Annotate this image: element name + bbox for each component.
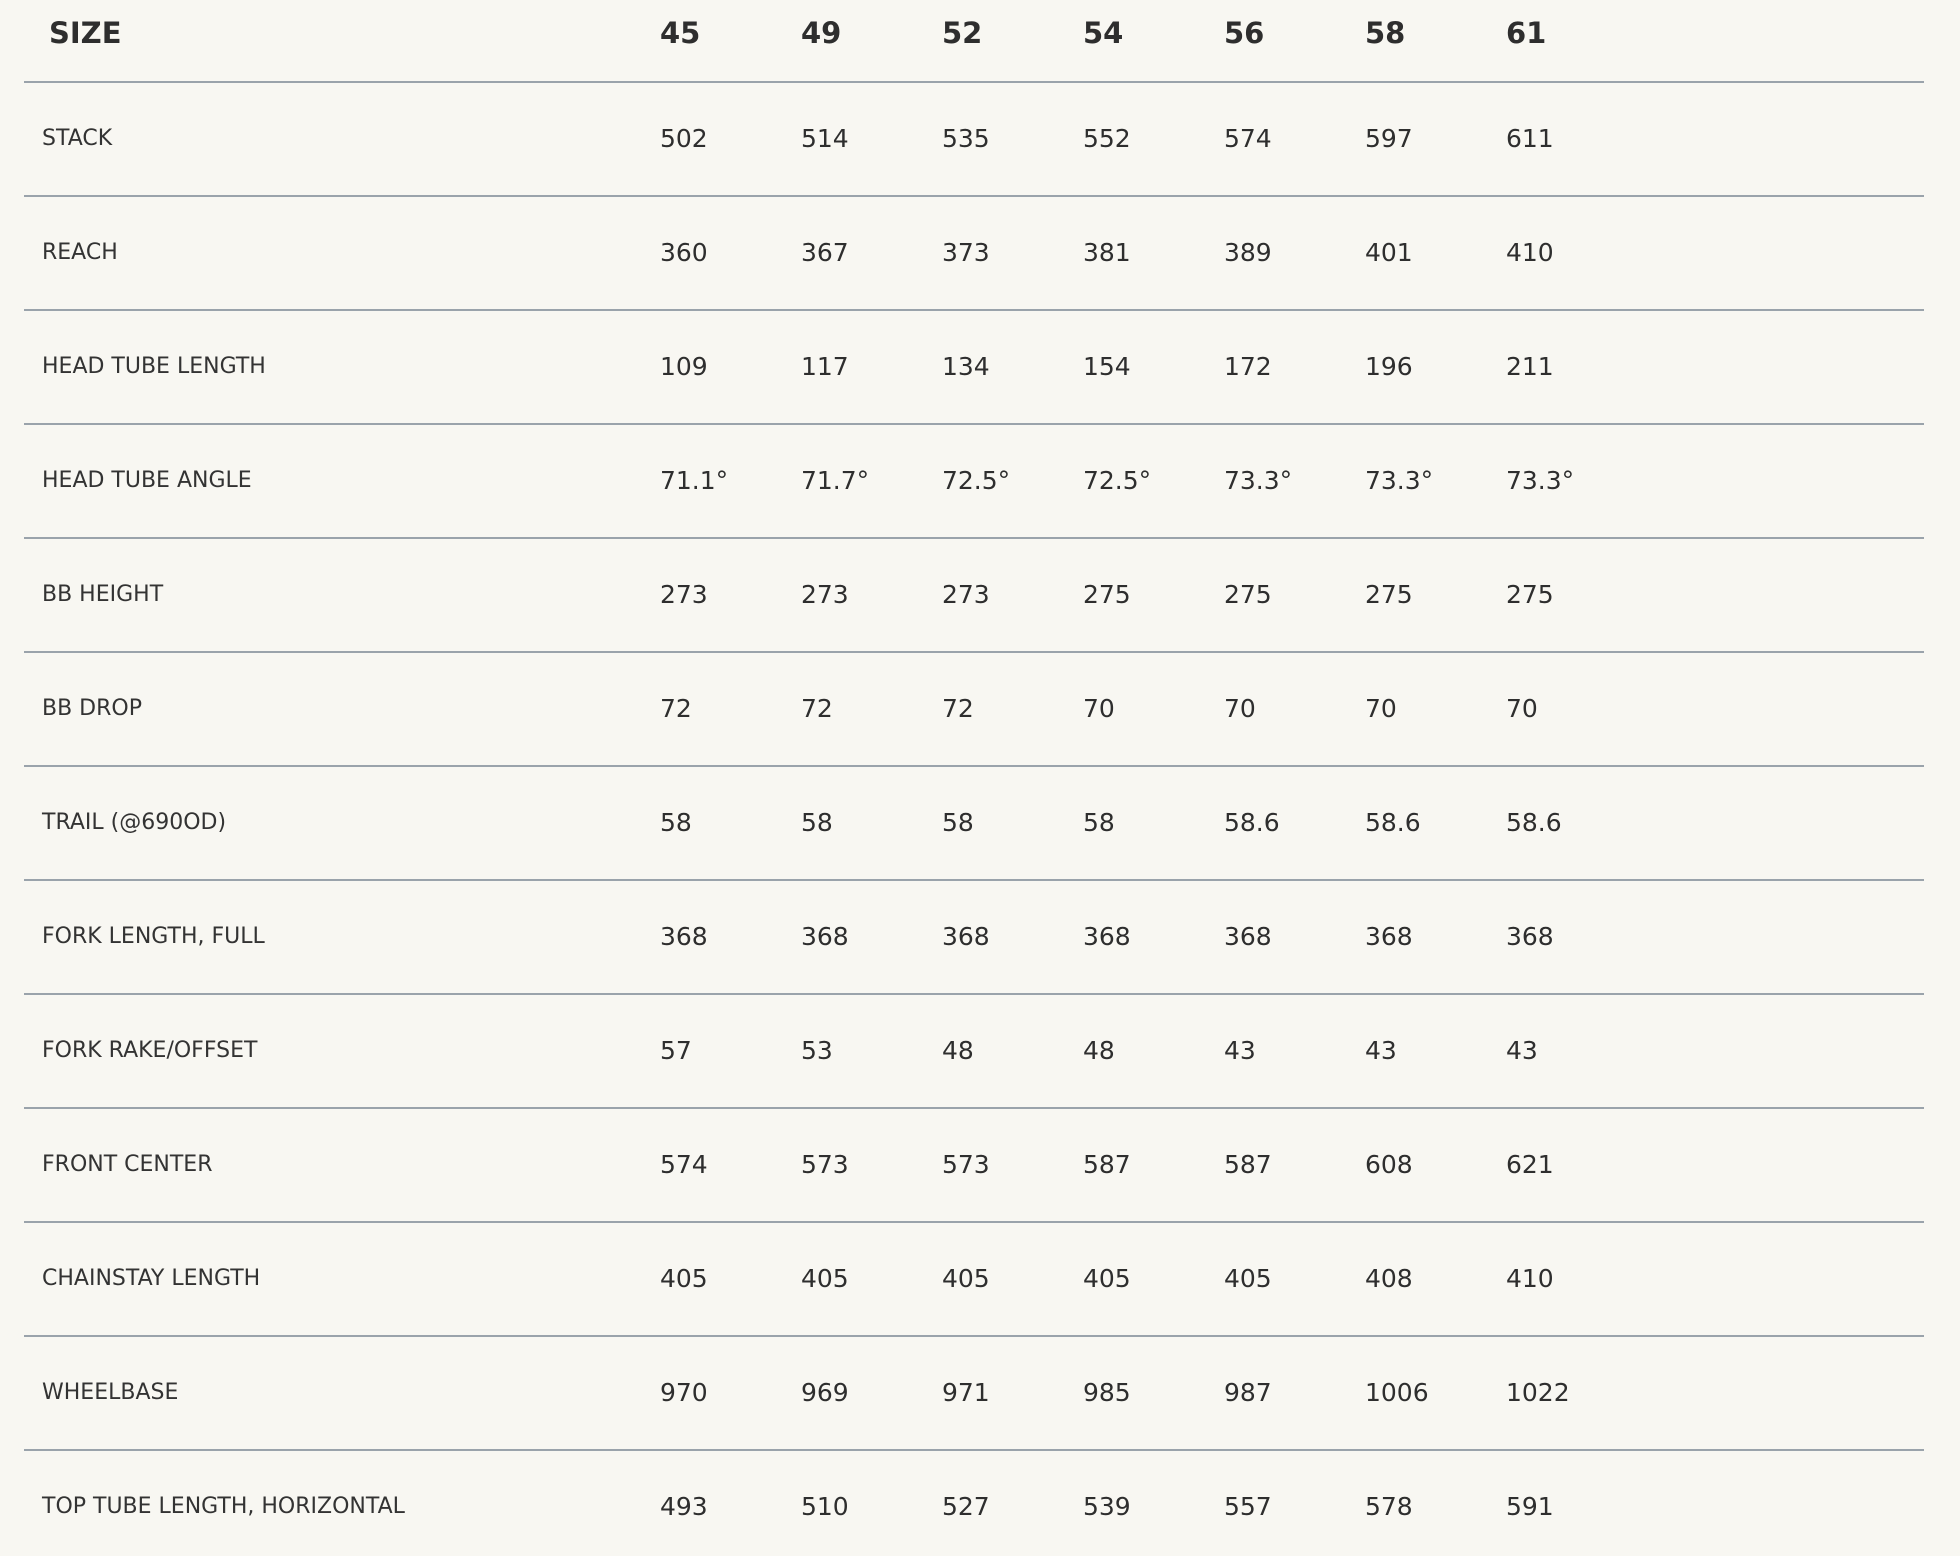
row-label: WHEELBASE	[42, 1380, 179, 1405]
row-label: REACH	[42, 240, 118, 265]
table-cell: 410	[1506, 238, 1554, 267]
row-label: CHAINSTAY LENGTH	[42, 1266, 261, 1291]
table-cell: 1022	[1506, 1378, 1570, 1407]
table-cell: 360	[660, 238, 708, 267]
table-cell: 172	[1224, 352, 1272, 381]
table-cell: 368	[1506, 922, 1554, 951]
table-cell: 275	[1083, 580, 1131, 609]
table-cell: 70	[1224, 694, 1256, 723]
table-cell: 574	[1224, 124, 1272, 153]
table-cell: 510	[801, 1492, 849, 1521]
row-label: TRAIL (@690OD)	[42, 810, 227, 835]
table-cell: 71.7°	[801, 466, 870, 495]
table-row-reach	[24, 197, 1924, 311]
table-cell: 273	[801, 580, 849, 609]
table-cell: 368	[1224, 922, 1272, 951]
table-row-bb-drop	[24, 653, 1924, 767]
table-row-fork-rake	[24, 995, 1924, 1109]
table-cell: 373	[942, 238, 990, 267]
table-cell: 368	[1083, 922, 1131, 951]
table-cell: 273	[660, 580, 708, 609]
row-label: BB DROP	[42, 696, 142, 721]
table-cell: 58	[660, 808, 692, 837]
table-cell: 72	[801, 694, 833, 723]
table-cell: 985	[1083, 1378, 1131, 1407]
table-cell: 70	[1365, 694, 1397, 723]
table-cell: 410	[1506, 1264, 1554, 1293]
table-cell: 71.1°	[660, 466, 729, 495]
table-cell: 514	[801, 124, 849, 153]
header-size-54: 54	[1083, 16, 1124, 50]
table-cell: 43	[1506, 1036, 1538, 1065]
table-cell: 557	[1224, 1492, 1272, 1521]
table-cell: 275	[1365, 580, 1413, 609]
table-cell: 72.5°	[1083, 466, 1152, 495]
table-cell: 1006	[1365, 1378, 1429, 1407]
table-row-stack	[24, 83, 1924, 197]
table-cell: 578	[1365, 1492, 1413, 1521]
table-row-trail	[24, 767, 1924, 881]
table-row-head-tube-angle	[24, 425, 1924, 539]
table-cell: 72	[660, 694, 692, 723]
table-cell: 591	[1506, 1492, 1554, 1521]
table-cell: 405	[801, 1264, 849, 1293]
table-cell: 73.3°	[1365, 466, 1434, 495]
header-size-49: 49	[801, 16, 842, 50]
table-cell: 405	[1083, 1264, 1131, 1293]
table-cell: 58	[942, 808, 974, 837]
table-row-bb-height	[24, 539, 1924, 653]
table-cell: 408	[1365, 1264, 1413, 1293]
table-cell: 72	[942, 694, 974, 723]
table-cell: 134	[942, 352, 990, 381]
geometry-table	[24, 0, 1924, 1556]
table-cell: 608	[1365, 1150, 1413, 1179]
table-cell: 573	[942, 1150, 990, 1179]
header-size-61: 61	[1506, 16, 1547, 50]
row-label: FRONT CENTER	[42, 1152, 213, 1177]
table-cell: 368	[942, 922, 990, 951]
table-row-head-tube-length	[24, 311, 1924, 425]
header-size-45: 45	[660, 16, 701, 50]
table-cell: 587	[1083, 1150, 1131, 1179]
table-cell: 196	[1365, 352, 1413, 381]
table-row-fork-length	[24, 881, 1924, 995]
table-row-top-tube-length	[24, 1451, 1924, 1556]
table-cell: 527	[942, 1492, 990, 1521]
table-cell: 969	[801, 1378, 849, 1407]
table-cell: 621	[1506, 1150, 1554, 1179]
table-row-chainstay-length	[24, 1223, 1924, 1337]
table-cell: 58	[801, 808, 833, 837]
header-size-52: 52	[942, 16, 983, 50]
table-cell: 574	[660, 1150, 708, 1179]
table-cell: 573	[801, 1150, 849, 1179]
table-cell: 58.6	[1224, 808, 1280, 837]
table-cell: 58	[1083, 808, 1115, 837]
table-cell: 552	[1083, 124, 1131, 153]
table-cell: 117	[801, 352, 849, 381]
table-cell: 539	[1083, 1492, 1131, 1521]
header-size-56: 56	[1224, 16, 1265, 50]
table-cell: 405	[660, 1264, 708, 1293]
table-cell: 275	[1224, 580, 1272, 609]
table-header-row	[24, 0, 1924, 83]
table-cell: 368	[801, 922, 849, 951]
table-row-front-center	[24, 1109, 1924, 1223]
table-cell: 381	[1083, 238, 1131, 267]
table-cell: 970	[660, 1378, 708, 1407]
table-cell: 48	[1083, 1036, 1115, 1065]
table-cell: 405	[942, 1264, 990, 1293]
row-label: HEAD TUBE ANGLE	[42, 468, 252, 493]
row-label: TOP TUBE LENGTH, HORIZONTAL	[42, 1494, 405, 1519]
table-cell: 58.6	[1506, 808, 1562, 837]
table-cell: 43	[1365, 1036, 1397, 1065]
table-cell: 211	[1506, 352, 1554, 381]
row-label: FORK RAKE/OFFSET	[42, 1038, 258, 1063]
table-cell: 53	[801, 1036, 833, 1065]
table-cell: 987	[1224, 1378, 1272, 1407]
table-cell: 405	[1224, 1264, 1272, 1293]
table-cell: 70	[1506, 694, 1538, 723]
table-cell: 367	[801, 238, 849, 267]
table-cell: 597	[1365, 124, 1413, 153]
header-size-58: 58	[1365, 16, 1406, 50]
table-cell: 368	[1365, 922, 1413, 951]
table-cell: 109	[660, 352, 708, 381]
table-cell: 73.3°	[1506, 466, 1575, 495]
table-row-wheelbase	[24, 1337, 1924, 1451]
table-cell: 971	[942, 1378, 990, 1407]
table-cell: 368	[660, 922, 708, 951]
table-cell: 48	[942, 1036, 974, 1065]
row-label: HEAD TUBE LENGTH	[42, 354, 266, 379]
table-cell: 401	[1365, 238, 1413, 267]
table-cell: 493	[660, 1492, 708, 1521]
table-cell: 587	[1224, 1150, 1272, 1179]
table-cell: 611	[1506, 124, 1554, 153]
table-cell: 58.6	[1365, 808, 1421, 837]
table-cell: 73.3°	[1224, 466, 1293, 495]
table-cell: 72.5°	[942, 466, 1011, 495]
table-cell: 502	[660, 124, 708, 153]
row-label: BB HEIGHT	[42, 582, 164, 607]
table-cell: 70	[1083, 694, 1115, 723]
table-cell: 43	[1224, 1036, 1256, 1065]
row-label: FORK LENGTH, FULL	[42, 924, 265, 949]
table-cell: 389	[1224, 238, 1272, 267]
row-label: STACK	[42, 126, 113, 151]
table-cell: 535	[942, 124, 990, 153]
table-cell: 273	[942, 580, 990, 609]
table-cell: 275	[1506, 580, 1554, 609]
table-cell: 154	[1083, 352, 1131, 381]
header-size-label: SIZE	[49, 16, 122, 50]
table-cell: 57	[660, 1036, 692, 1065]
